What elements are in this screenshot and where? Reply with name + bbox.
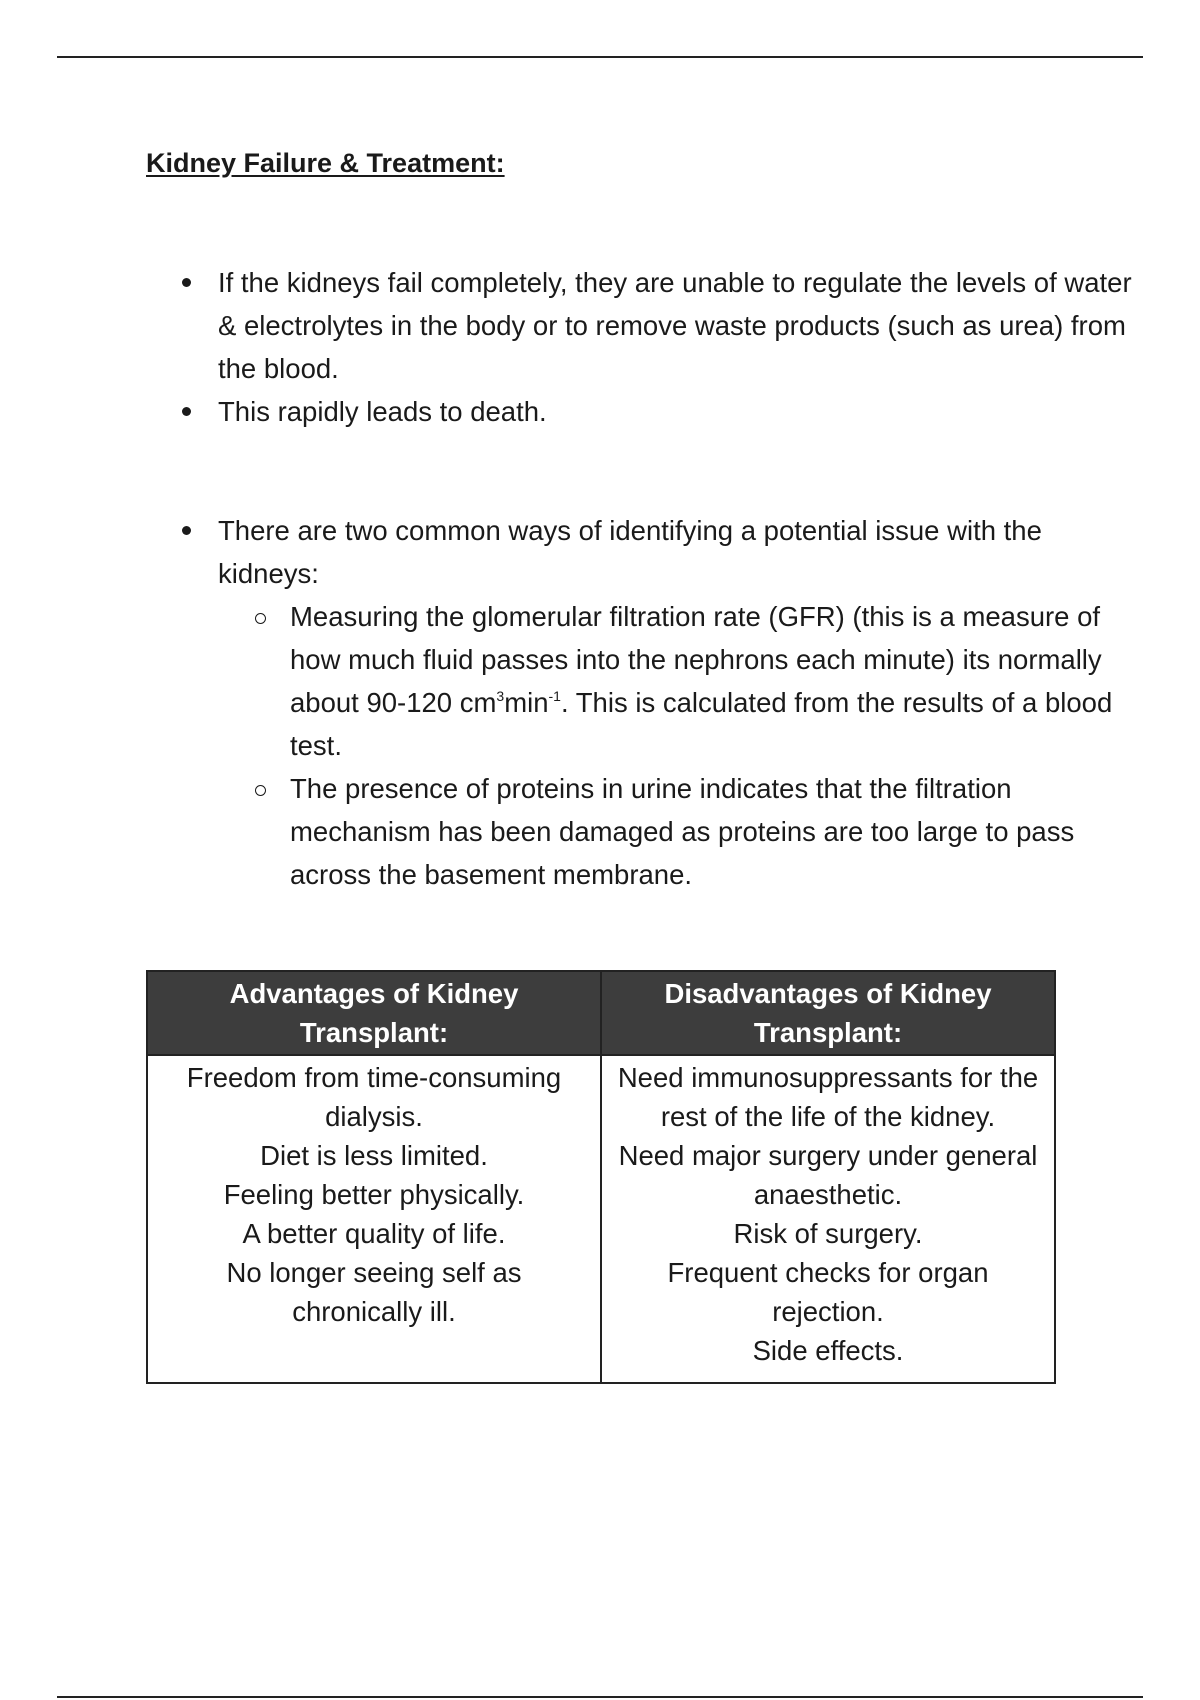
advantages-header: Advantages of Kidney Transplant:	[147, 971, 601, 1055]
disadvantage-item: Need major surgery under general anaesthetic.	[618, 1140, 1038, 1210]
sub-list-item-proteins: The presence of proteins in urine indicates that the filtration mechanism has been damaged as proteins are too large to pass across the basement membrane.	[290, 767, 1138, 896]
list-item: This rapidly leads to death.	[218, 390, 1138, 433]
advantage-item: A better quality of life.	[242, 1218, 506, 1249]
page-title: Kidney Failure & Treatment:	[146, 148, 505, 178]
gfr-text-start: Measuring the glomerular filtration rate (GFR) (this is a measure of how much fluid passes into the nephrons each minute) its normally about 90-120 cm	[290, 601, 1102, 718]
list-item: If the kidneys fail completely, they are unable to regulate the levels of water & electrolytes in the body or to remove waste products (such as urea) from the blood.	[218, 261, 1138, 390]
table-row	[147, 1055, 1055, 1383]
advantage-item: No longer seeing self as chronically ill.	[226, 1257, 522, 1327]
disadvantage-item: Side effects.	[752, 1335, 904, 1366]
disadvantages-cell	[601, 1055, 1055, 1383]
transplant-comparison-table	[146, 970, 1056, 1384]
advantage-item: Diet is less limited.	[260, 1140, 488, 1171]
gfr-unit-min: min	[504, 687, 549, 718]
bullet-list-consequences	[146, 261, 1138, 433]
sub-list-item-gfr	[290, 595, 1138, 767]
gfr-text-end: . This is calculated from the results of a blood test.	[290, 687, 1113, 761]
disadvantage-item: Frequent checks for organ rejection.	[667, 1257, 989, 1327]
advantage-item: Freedom from time-consuming dialysis.	[186, 1062, 562, 1132]
diagnosis-intro: There are two common ways of identifying a potential issue with the kidneys:	[218, 515, 1042, 589]
disadvantages-header: Disadvantages of Kidney Transplant:	[601, 971, 1055, 1055]
header-rule	[57, 56, 1143, 58]
gfr-unit-exponent-inverse: -1	[548, 688, 561, 704]
gfr-unit-exponent-cubed: 3	[496, 688, 505, 704]
disadvantage-item: Need immunosuppressants for the rest of the life of the kidney.	[617, 1062, 1039, 1132]
table-header-row	[147, 971, 1055, 1055]
advantages-cell	[147, 1055, 601, 1383]
bullet-list-diagnosis	[146, 509, 1138, 896]
footer-rule	[57, 1696, 1143, 1698]
disadvantage-item: Risk of surgery.	[733, 1218, 923, 1249]
list-item	[218, 509, 1138, 896]
advantage-item: Feeling better physically.	[223, 1179, 525, 1210]
sub-list-diagnosis-methods	[218, 595, 1138, 896]
